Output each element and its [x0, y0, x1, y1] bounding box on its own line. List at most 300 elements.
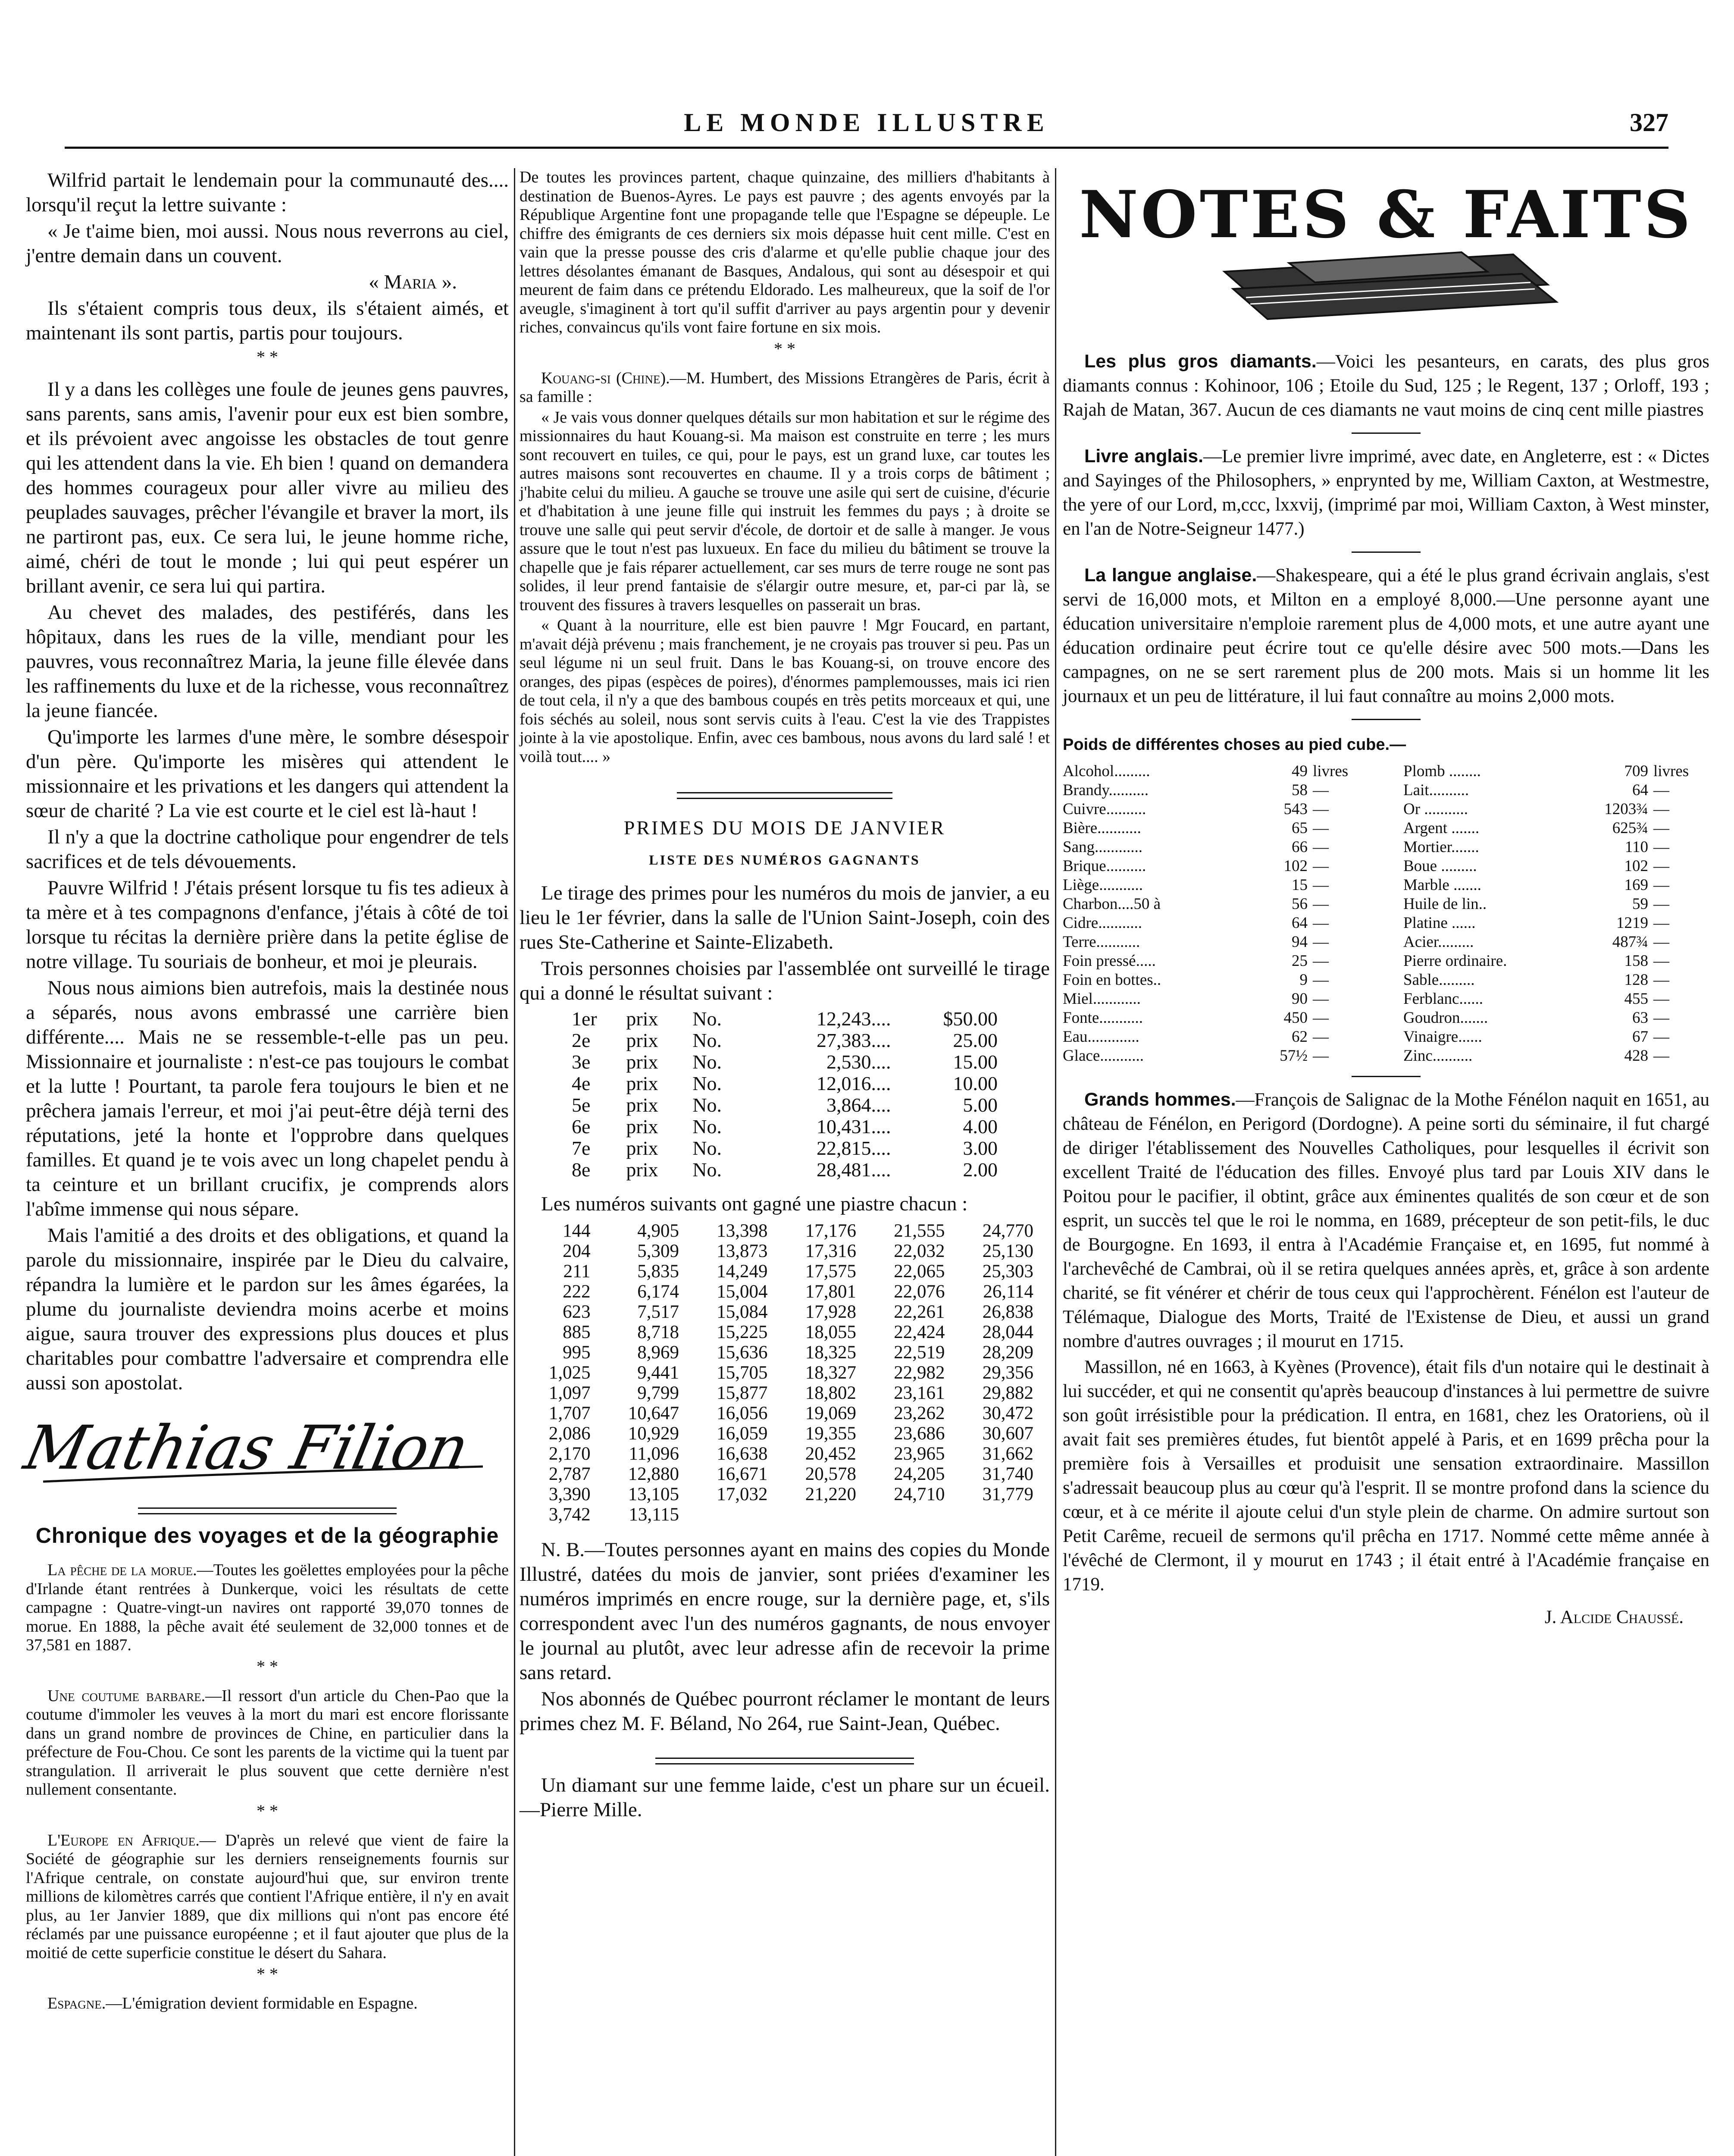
winning-number: 18,327 — [805, 1363, 857, 1383]
story-paragraph: Il y a dans les collèges une foule de jeunes gens pauvres, sans parents, sans amis, l'avenir pour eux est bien sombre, et ils prévoient avec angoisse les obstacles de tout genre qui les attendent dans la vie. Eh bien ! quand on demandera des hommes courageux pour aller vivre au milieu des peuplades sauvages, prêcher l'évangile et braver la mort, ils ne partiront pas, eux. Ce sera lui, le jeune homme riche, aimé, chéri de tout le monde ; lui qui peut espérer un brillant avenir, ce sera lui qui partira. — [26, 378, 509, 597]
weight-item-name: Marble ....... — [1403, 876, 1481, 894]
winning-number: 10,929 — [628, 1423, 679, 1444]
header-rule — [65, 147, 1668, 149]
winning-number: 16,671 — [717, 1464, 768, 1484]
winning-number: 2,787 — [548, 1464, 591, 1484]
winning-number: 995 — [563, 1342, 591, 1363]
story-paragraph: Pauvre Wilfrid ! J'étais présent lorsque tu fis tes adieux à ta mère et à tes compagnons d'enfance, j'étais à côté de toi lorsque tu récitas la dernière prière dans la petite église de notre village. Tu souriais de bonheur, et moi je pleurais. — [26, 877, 509, 973]
story-paragraph: Il n'y a que la doctrine catholique pour engendrer de tels sacrifices et de tels dévouements. — [26, 826, 509, 873]
page-number: 327 — [1630, 108, 1668, 137]
winning-number: 22,519 — [894, 1342, 945, 1363]
winning-number: 5,309 — [637, 1241, 679, 1261]
weight-row — [1063, 1047, 1369, 1065]
primes-paragraph: Nos abonnés de Québec pourront réclamer le montant de leurs primes chez M. F. Béland, No 264, rue Saint-Jean, Québec. — [520, 1688, 1050, 1735]
chronique-item: L'Europe en Afrique.— D'après un relevé que vient de faire la Société de géographie sur les derniers renseignements fournis sur l'Afrique centrale, on constate aujourd'hui que, sur environ trente millions de kilomètres carrés que contient l'Afrique entière, il n'y en avait plus, au 1er Janvier 1889, que dix millions qui n'ont pas encore été réclamés par une puissance européenne ; et il faut ajouter que plus de la moitié de cette superficie constitue le désert du Sahara. — [26, 1831, 509, 1962]
section-stars: * * — [257, 1656, 278, 1676]
page-header — [65, 108, 1668, 142]
winning-numbers-row — [520, 1322, 1037, 1342]
winning-number: 16,056 — [717, 1403, 768, 1423]
journal-title: LE MONDE ILLUSTRE — [684, 108, 1049, 137]
winning-number: 23,161 — [894, 1383, 945, 1403]
weights-title: Poids de différentes choses au pied cube.— — [1063, 736, 1406, 754]
notes-et-faits-logo — [1079, 172, 1693, 332]
winning-number: 26,838 — [982, 1302, 1033, 1322]
winning-numbers-row — [520, 1221, 1037, 1241]
weight-row — [1063, 819, 1369, 838]
weight-row — [1063, 1009, 1369, 1028]
section-stars: * * — [257, 347, 278, 367]
winning-number: 22,065 — [894, 1261, 945, 1282]
winning-numbers-row — [520, 1403, 1037, 1423]
weight-unit: — — [1653, 819, 1669, 837]
weight-unit: — — [1653, 800, 1669, 818]
chronique-item: La pêche de la morue.—Toutes les goëlettes employées pour la pêche d'Irlande étant rentrées à Dunkerque, voici les résultats de cette campagne : Quatre-vingt-un navires ont rapporté 39,070 tonnes de morue. En 1888, la pêche avait été seulement de 32,000 tonnes et de 37,581 en 1887. — [26, 1561, 509, 1654]
winning-number: 17,575 — [805, 1261, 857, 1282]
weight-row — [1403, 1028, 1709, 1047]
winning-numbers-row — [520, 1302, 1037, 1322]
note-divider — [1352, 552, 1421, 553]
weight-row — [1063, 762, 1369, 781]
note-divider — [1352, 432, 1421, 434]
winning-number: 23,262 — [894, 1403, 945, 1423]
winning-number: 8,718 — [637, 1322, 679, 1342]
weight-value: 102 — [1624, 857, 1648, 875]
weight-value: 110 — [1624, 838, 1648, 856]
winning-number: 11,096 — [629, 1444, 679, 1464]
weight-item-name: Fonte........... — [1063, 1009, 1143, 1027]
prize-row: 2e prix No. 27,383.... 25.00 — [572, 1029, 998, 1051]
weight-item-name: Cidre........... — [1063, 914, 1142, 932]
winning-number: 13,398 — [717, 1221, 768, 1241]
weight-row — [1403, 819, 1709, 838]
winning-number: 17,032 — [717, 1484, 768, 1504]
winning-number: 19,069 — [805, 1403, 857, 1423]
winning-number: 15,004 — [717, 1282, 768, 1302]
winning-number: 211 — [563, 1261, 591, 1282]
weight-item-name: Liège........... — [1063, 876, 1143, 894]
winning-numbers-row — [520, 1282, 1037, 1302]
weight-row — [1063, 1028, 1369, 1047]
winning-number: 17,176 — [805, 1221, 857, 1241]
prize-row: 4e prix No. 12,016.... 10.00 — [572, 1072, 998, 1094]
weight-value: 49 — [1292, 762, 1308, 780]
winning-number: 23,686 — [894, 1423, 945, 1444]
winning-number — [682, 1504, 771, 1525]
weight-unit: — — [1313, 1009, 1329, 1027]
weight-item-name: Acier......... — [1403, 933, 1474, 951]
weight-row — [1403, 1047, 1709, 1065]
chronique-title: Chronique des voyages et de la géographie — [35, 1523, 499, 1548]
winning-number: 2,170 — [548, 1444, 591, 1464]
winning-number: 18,055 — [805, 1322, 857, 1342]
weight-value: 90 — [1292, 990, 1308, 1008]
weight-value: 56 — [1292, 895, 1308, 913]
chronique-continued: De toutes les provinces partent, chaque quinzaine, des milliers d'habitants à destination de Buenos-Ayres. Le pays est pauvre ; des agents envoyés par la République Argentine font une propagande telle que l'Espagne se dépeuple. Le chiffre des émigrants de ces derniers six mois dépasse huit cent mille. C'est en vain que la presse pousse des cris d'alarme et qu'elle publie chaque jour des lettres désolantes émanant de Basques, Andalous, qui sont au désespoir et qui meurent de faim dans ce prétendu Eldorado. Les malheureux, que la soif de l'or aveugle, s'imaginent à tort qu'il suffit d'arriver au pays argentin pour y devenir riches, convaincus qu'ils vont faire fortune en six mois. — [520, 168, 1050, 336]
weight-item-name: Boue ......... — [1403, 857, 1477, 875]
weight-item-name: Glace........... — [1063, 1047, 1144, 1065]
svg-text:Mathias Filion: Mathias Filion — [19, 1413, 475, 1483]
weight-value: 455 — [1624, 990, 1648, 1008]
section-stars: * * — [257, 1964, 278, 1984]
weight-item-name: Eau............. — [1063, 1028, 1139, 1046]
weight-item-name: Terre........... — [1063, 933, 1140, 951]
weight-value: 25 — [1292, 952, 1308, 970]
weight-item-name: Platine ...... — [1403, 914, 1476, 932]
weight-item-name: Alcohol......... — [1063, 762, 1150, 780]
column-separator-2 — [1055, 168, 1056, 2156]
weight-unit: — — [1653, 895, 1669, 913]
weight-unit: — — [1653, 781, 1669, 799]
weight-row — [1403, 1009, 1709, 1028]
winning-numbers-row — [520, 1342, 1037, 1363]
weight-unit: — — [1653, 914, 1669, 932]
author-name: J. Alcide Chaussé. — [1544, 1607, 1684, 1627]
primes-subtitle: LISTE DES NUMÉROS GAGNANTS — [649, 852, 920, 868]
winning-number: 16,059 — [717, 1423, 768, 1444]
winning-number: 9,441 — [637, 1363, 679, 1383]
winning-number: 623 — [563, 1302, 591, 1322]
winning-number: 23,965 — [894, 1444, 945, 1464]
weight-row — [1063, 876, 1369, 895]
winning-number — [771, 1504, 860, 1525]
winning-number: 31,779 — [982, 1484, 1033, 1504]
column-2 — [520, 168, 1050, 2156]
weight-row — [1403, 990, 1709, 1009]
weight-row — [1403, 762, 1709, 781]
winning-numbers-row — [520, 1261, 1037, 1282]
weight-row — [1403, 857, 1709, 876]
winning-number: 15,877 — [717, 1383, 768, 1403]
weight-item-name: Ferblanc...... — [1403, 990, 1483, 1008]
weight-value: 1203¾ — [1604, 800, 1648, 818]
weight-value: 15 — [1292, 876, 1308, 894]
weight-value: 94 — [1292, 933, 1308, 951]
winning-number: 20,578 — [805, 1464, 857, 1484]
weight-value: 169 — [1624, 876, 1648, 894]
weight-unit: — — [1653, 933, 1669, 951]
weight-unit: livres — [1653, 762, 1689, 780]
weight-row — [1403, 914, 1709, 933]
weight-value: 709 — [1624, 762, 1648, 780]
winning-numbers-row — [520, 1444, 1037, 1464]
weight-unit: — — [1653, 838, 1669, 856]
winning-number: 9,799 — [637, 1383, 679, 1403]
prize-row: 7e prix No. 22,815.... 3.00 — [572, 1137, 998, 1159]
winning-number: 7,517 — [637, 1302, 679, 1322]
weight-unit: — — [1653, 857, 1669, 875]
weight-item-name: Zinc.......... — [1403, 1047, 1473, 1065]
winning-number: 222 — [563, 1282, 591, 1302]
winning-number: 25,303 — [982, 1261, 1033, 1282]
winning-number: 22,076 — [894, 1282, 945, 1302]
weight-item-name: Charbon....50 à — [1063, 895, 1161, 913]
weight-item-name: Vinaigre...... — [1403, 1028, 1482, 1046]
weight-item-name: Cuivre.......... — [1063, 800, 1146, 818]
note-item: La langue anglaise.—Shakespeare, qui a été le plus grand écrivain anglais, s'est servi de 16,000 mots, et Milton en a employé 8,000.—Une personne ayant une éducation universitaire n'emploie rarement plus de 4,000 mots, et une autre ayant une éducation ordinaire peut écrire tout ce qu'elle désire avec 500 mots.—Dans les campagnes, on ne se sert rarement plus de 200 mots. Mais si un homme lit les journaux et un peu de littérature, il lui faut connaître au moins 2,000 mots. — [1063, 565, 1709, 706]
section-stars: * * — [774, 338, 795, 358]
story-paragraph: Nous nous aimions bien autrefois, mais la destinée nous a séparés, nous avons embrassé une carrière bien différente.... Mais ne se ressemble-t-elle pas un peu. Missionnaire et journaliste : n'est-ce pas toujours le combat et la lutte ! Pourtant, ta parole fera toujours le bien et ne prêchera jamais l'erreur, et moi j'ai peut-être déjà terni des réputations, jeté la honte et l'opprobre dans quelques familles. Et quand je te vois avec un long chapelet pendu à ta ceinture et un brillant crucifix, je comprends alors l'abîme immense qui nous sépare. — [26, 977, 509, 1220]
winning-number: 15,705 — [717, 1363, 768, 1383]
weight-value: 64 — [1632, 781, 1648, 799]
primes-paragraph: Le tirage des primes pour les numéros du mois de janvier, a eu lieu le 1er février, dans la salle de l'Union Saint-Joseph, coin des rues Ste-Catherine et Sainte-Elizabeth. — [520, 882, 1050, 953]
weight-unit: livres — [1313, 762, 1349, 780]
weight-item-name: Goudron....... — [1403, 1009, 1488, 1027]
primes-paragraph: N. B.—Toutes personnes ayant en mains des copies du Monde Illustré, datées du mois de janvier, sont priées d'examiner les numéros imprimés en encre rouge, sur la dernière page, et, s'ils correspondent avec l'un des numéros gagnants, de nous envoyer le journal au plutôt, avec leur adresse afin de recevoir la prime sans retard. — [520, 1539, 1050, 1684]
weight-row — [1063, 914, 1369, 933]
weight-value: 543 — [1283, 800, 1308, 818]
winning-number: 28,044 — [982, 1322, 1033, 1342]
weight-unit: — — [1313, 819, 1329, 837]
weight-value: 428 — [1624, 1047, 1648, 1065]
letter-paragraph: « Je vais vous donner quelques détails sur mon habitation et sur le régime des missionnaires du haut Kouang-si. Ma maison est construite en terre ; les murs sont recouvert en tuiles, ce qui, pour le pays, est un grand luxe, car toutes les autres maisons sont recouvertes en chaume. Il y a trois corps de bâtiment ; j'habite celui du milieu. A gauche se trouve une asile qui sert de cuisine, d'écurie et d'habitation à une jeune fille qui instruit les femmes du pays ; à droite se trouve une salle qui peut servir d'école, de dortoir et de salle à manger. Je vous assure que le tout n'est pas luxueux. En face du milieu du bâtiment se trouve la chapelle que je fais réparer actuellement, car ses murs de terre rouge ne sont pas solides, il leur prend fantaisie de s'élargir outre mesure, et, par-ci par là, se trouvent des fissures à travers lesquelles on passerait un bras. — [520, 408, 1050, 614]
weight-unit: — — [1313, 952, 1329, 970]
weight-unit: — — [1313, 781, 1329, 799]
weight-value: 128 — [1624, 971, 1648, 989]
winning-numbers-row — [520, 1423, 1037, 1444]
column-3 — [1063, 168, 1709, 2156]
weight-value: 158 — [1624, 952, 1648, 970]
weight-unit: — — [1653, 1047, 1669, 1065]
weight-value: 57½ — [1280, 1047, 1308, 1065]
weight-item-name: Sable......... — [1403, 971, 1475, 989]
svg-text:NOTES & FAITS: NOTES & FAITS — [1079, 177, 1693, 253]
weights-column-right — [1403, 762, 1709, 1065]
winning-number: 1,097 — [548, 1383, 591, 1403]
weight-row — [1063, 800, 1369, 819]
column-1 — [19, 168, 509, 2156]
note-item: Massillon, né en 1663, à Kyènes (Provence), était fils d'un notaire qui le destinait à lui succéder, et qui ne consentit qu'après beaucoup d'instances à lui permettre de suivre son goût irrésistible pour la prédication. Il entra, en 1681, chez les Oratoriens, où il avait fait ses premières études, fut bientôt appelé à Paris, et en 1699 prêcha pour la première fois à Versailles et produisit une sensation extraordinaire. Massillon s'adressait beaucoup plus au cœur qu'à l'esprit. Il se montre profond dans la science du cœur, et à ce mérite il ajoute celui d'un style plein de charme. On admire surtout son Petit Carême, recueil de sermons qu'il prêcha en 1717. Nommé cette même année à l'évêché de Clermont, il y mourut en 1743 ; il était entré à l'Académie française en 1719. — [1063, 1357, 1709, 1595]
winning-number: 1,025 — [548, 1363, 591, 1383]
weight-unit: — — [1313, 876, 1329, 894]
weight-unit: — — [1653, 1028, 1669, 1046]
weight-unit: — — [1313, 933, 1329, 951]
weight-value: 63 — [1632, 1009, 1648, 1027]
winning-number: 24,205 — [894, 1464, 945, 1484]
weight-row — [1403, 838, 1709, 857]
winning-number: 22,261 — [894, 1302, 945, 1322]
story-paragraph: Qu'importe les larmes d'une mère, le sombre désespoir d'un père. Qu'importe les misères qui attendent le missionnaire et les privations et les dangers qui attendent la sœur de charité ? La vie est courte et le ciel est là-haut ! — [26, 726, 509, 822]
weight-row — [1403, 876, 1709, 895]
winning-number: 29,356 — [982, 1363, 1033, 1383]
weight-row — [1403, 933, 1709, 952]
winning-number: 31,662 — [982, 1444, 1033, 1464]
winning-number: 17,928 — [805, 1302, 857, 1322]
weight-row — [1063, 838, 1369, 857]
winning-number: 3,390 — [548, 1484, 591, 1504]
weight-value: 59 — [1632, 895, 1648, 913]
weight-unit: — — [1653, 990, 1669, 1008]
weight-unit: — — [1653, 1009, 1669, 1027]
winning-number: 1,707 — [548, 1403, 591, 1423]
prize-table — [569, 1008, 1000, 1181]
winning-number: 30,607 — [982, 1423, 1033, 1444]
winning-number: 3,742 — [548, 1504, 591, 1525]
winning-number: 13,105 — [628, 1484, 679, 1504]
weight-unit: — — [1313, 857, 1329, 875]
weight-row — [1063, 933, 1369, 952]
story-paragraph: Wilfrid partait le lendemain pour la communauté des.... lorsqu'il reçut la lettre suivante : — [26, 169, 509, 216]
weight-value: 1219 — [1616, 914, 1648, 932]
winning-number: 15,225 — [717, 1322, 768, 1342]
winning-number: 6,174 — [637, 1282, 679, 1302]
weight-value: 67 — [1632, 1028, 1648, 1046]
story-paragraph: « Je t'aime bien, moi aussi. Nous nous reverrons au ciel, j'entre demain dans un couvent. — [26, 220, 509, 267]
winning-number: 15,084 — [717, 1302, 768, 1322]
winning-number: 5,835 — [637, 1261, 679, 1282]
weight-unit: — — [1313, 1047, 1329, 1065]
weight-unit: — — [1313, 971, 1329, 989]
author-signature — [19, 1408, 500, 1495]
note-item: Les plus gros diamants.—Voici les pesanteurs, en carats, des plus gros diamants connus : Kohinoor, 106 ; Etoile du Sud, 125 ; le Regent, 137 ; Orloff, 193 ; Rajah de Matan, 367. Aucun de ces diamants ne vaut moins de cinq cent mille piastres — [1063, 351, 1710, 420]
weight-unit: — — [1313, 800, 1329, 818]
weight-item-name: Miel............ — [1063, 990, 1141, 1008]
winning-number: 26,114 — [983, 1282, 1033, 1302]
weights-table — [1063, 762, 1709, 1065]
winning-numbers-row — [520, 1504, 1037, 1525]
winning-number: 8,969 — [637, 1342, 679, 1363]
weight-unit: — — [1653, 876, 1669, 894]
weight-row — [1063, 990, 1369, 1009]
winning-number: 20,452 — [805, 1444, 857, 1464]
winning-number — [860, 1504, 948, 1525]
weight-row — [1063, 781, 1369, 800]
weight-row — [1403, 971, 1709, 990]
weight-value: 625¾ — [1612, 819, 1648, 837]
weight-value: 487¾ — [1612, 933, 1648, 951]
winning-number: 22,424 — [894, 1322, 945, 1342]
winning-number: 30,472 — [982, 1403, 1033, 1423]
section-divider — [677, 792, 892, 799]
weight-unit: — — [1313, 838, 1329, 856]
winning-number: 4,905 — [637, 1221, 679, 1241]
weight-value: 58 — [1292, 781, 1308, 799]
weight-unit: — — [1653, 952, 1669, 970]
letter-signature: « Maria ». — [369, 271, 457, 293]
weight-row — [1403, 800, 1709, 819]
winning-number: 25,130 — [982, 1241, 1033, 1261]
winning-number: 12,880 — [628, 1464, 679, 1484]
weight-item-name: Lait.......... — [1403, 781, 1469, 799]
column-separator-1 — [514, 168, 515, 2156]
chronique-item: Une coutume barbare.—Il ressort d'un article du Chen-Pao que la coutume d'immoler les veuves à la mort du mari est encore florissante dans un grand nombre de provinces de Chine, en particulier dans la préfecture de Fou-Chou. Ce sont les parents de la victime qui la tuent par strangulation. Il arriverait le plus souvent que cette dernière n'est nullement consentante. — [26, 1686, 509, 1799]
winning-number: 18,325 — [805, 1342, 857, 1363]
weight-item-name: Argent ....... — [1403, 819, 1480, 837]
note-item: Livre anglais.—Le premier livre imprimé, avec date, en Angleterre, est : « Dictes and Sayinges of the Philosophers, » enprynted by me, William Caxton, at Westmestre, the yere of our Lord, m,ccc, lxxvij, (imprimé par moi, William Caxton, à West minster, en l'an de Notre-Seigneur 1477.) — [1063, 446, 1709, 539]
prize-row: 5e prix No. 3,864.... 5.00 — [572, 1094, 998, 1116]
weight-value: 65 — [1292, 819, 1308, 837]
winning-number: 28,209 — [982, 1342, 1033, 1363]
closing-quote: Un diamant sur une femme laide, c'est un phare sur un écueil.—Pierre Mille. — [520, 1774, 1050, 1821]
winning-number: 18,802 — [805, 1383, 857, 1403]
weight-value: 450 — [1283, 1009, 1308, 1027]
primes-paragraph: Les numéros suivants ont gagné une piastre chacun : — [541, 1193, 968, 1215]
weight-value: 62 — [1292, 1028, 1308, 1046]
winning-number: 31,740 — [982, 1464, 1033, 1484]
winning-numbers-row — [520, 1363, 1037, 1383]
weight-item-name: Foin pressé..... — [1063, 952, 1156, 970]
winning-numbers-row — [520, 1464, 1037, 1484]
weight-unit: — — [1313, 895, 1329, 913]
weight-row — [1063, 857, 1369, 876]
weight-unit: — — [1313, 914, 1329, 932]
winning-number: 22,032 — [894, 1241, 945, 1261]
winning-number: 21,555 — [894, 1221, 945, 1241]
weight-value: 64 — [1292, 914, 1308, 932]
weight-row — [1063, 971, 1369, 990]
winning-number — [948, 1504, 1037, 1525]
story-paragraph: Au chevet des malades, des pestiférés, dans les hôpitaux, dans les rues de la ville, mendiant pour les pauvres, vous reconnaîtrez Maria, la jeune fille élevée dans les raffinements du luxe et de la richesse, vous reconnaîtrez la jeune fiancée. — [26, 601, 509, 722]
winning-numbers-row — [520, 1383, 1037, 1403]
winning-number: 14,249 — [717, 1261, 768, 1282]
prize-row: 1er prix No. 12,243.... $50.00 — [572, 1008, 998, 1030]
weight-item-name: Or ........... — [1403, 800, 1468, 818]
weight-value: 9 — [1299, 971, 1308, 989]
weight-row — [1063, 952, 1369, 971]
weight-item-name: Huile de lin.. — [1403, 895, 1487, 913]
weight-item-name: Brique.......... — [1063, 857, 1146, 875]
winning-number: 17,801 — [805, 1282, 857, 1302]
prize-row: 8e prix No. 28,481.... 2.00 — [572, 1159, 998, 1181]
weight-item-name: Brandy.......... — [1063, 781, 1149, 799]
winning-number: 13,115 — [629, 1504, 679, 1525]
winning-number: 13,873 — [717, 1241, 768, 1261]
winning-number: 19,355 — [805, 1423, 857, 1444]
primes-title: PRIMES DU MOIS DE JANVIER — [623, 817, 946, 839]
weight-row — [1403, 895, 1709, 914]
winning-number: 22,982 — [894, 1363, 945, 1383]
winning-number: 885 — [563, 1322, 591, 1342]
winning-number: 29,882 — [982, 1383, 1033, 1403]
winning-numbers-table — [520, 1221, 1037, 1525]
winning-number: 17,316 — [805, 1241, 857, 1261]
weight-item-name: Sang............ — [1063, 838, 1142, 856]
note-divider — [1352, 1076, 1421, 1077]
weight-item-name: Plomb ........ — [1403, 762, 1481, 780]
weight-item-name: Bière........... — [1063, 819, 1141, 837]
weight-unit: — — [1313, 990, 1329, 1008]
weights-column-left — [1063, 762, 1369, 1065]
winning-number: 15,636 — [717, 1342, 768, 1363]
winning-number: 24,710 — [894, 1484, 945, 1504]
primes-paragraph: Trois personnes choisies par l'assemblée ont surveillé le tirage qui a donné le résultat suivant : — [520, 957, 1050, 1004]
weight-item-name: Foin en bottes.. — [1063, 971, 1161, 989]
winning-number: 16,638 — [717, 1444, 768, 1464]
winning-number: 144 — [563, 1221, 591, 1241]
weight-row — [1403, 781, 1709, 800]
note-divider — [1352, 719, 1421, 720]
story-paragraph: Mais l'amitié a des droits et des obligations, et quand la parole du missionnaire, inspirée par le Dieu du calvaire, répandra la lumière et le pardon sur les âmes égarées, la plume du journaliste deviendra moins acerbe et moins aigue, saura trouver des expressions plus douces et plus charitables pour combattre l'adversaire et comprendra elle aussi son apostolat. — [26, 1224, 509, 1394]
section-stars: * * — [257, 1801, 278, 1821]
weight-row — [1403, 952, 1709, 971]
winning-numbers-row — [520, 1241, 1037, 1261]
weight-item-name: Pierre ordinaire. — [1403, 952, 1507, 970]
winning-number: 2,086 — [548, 1423, 591, 1444]
chronique-item: Espagne.—L'émigration devient formidable en Espagne. — [47, 1994, 418, 2012]
winning-number: 24,770 — [982, 1221, 1033, 1241]
winning-numbers-row — [520, 1484, 1037, 1504]
winning-number: 204 — [563, 1241, 591, 1261]
weight-value: 66 — [1292, 838, 1308, 856]
weight-value: 102 — [1283, 857, 1308, 875]
note-item: Grands hommes.—François de Salignac de la Mothe Fénélon naquit en 1651, au château de Fénélon, en Perigord (Dordogne). A peine sorti du séminaire, il fut chargé de diriger l'établissement des Nouvelles Catholiques, pour lesquelles il écrivit son excellent Traité de l'éducation des filles. Envoyé plus tard par Louis XIV dans le Poitou pour le pacifier, il obtint, grâce aux éminentes qualités de son cœur et de son esprit, un succès tel que le roi le nomma, en 1689, précepteur de son petit-fils, le duc de Bourgogne. En 1693, il entra à l'Académie Française et, en 1695, fut nommé à l'archevêché de Cambrai, où il se retira quelques années après, et, grâce à son ardente charité, se fit vénérer et chérir de tous ceux qui l'approchèrent. Fénélon est l'auteur de Télémaque, Dialogue des Morts, Traité de l'Existense de Dieu, et aussi un grand nombre d'autres ouvrages ; il mourut en 1715. — [1063, 1089, 1709, 1351]
prize-row: 3e prix No. 2,530.... 15.00 — [572, 1051, 998, 1073]
weight-item-name: Mortier....... — [1403, 838, 1479, 856]
weight-unit: — — [1313, 1028, 1329, 1046]
winning-number: 10,647 — [628, 1403, 679, 1423]
letter-paragraph: « Quant à la nourriture, elle est bien pauvre ! Mgr Foucard, en partant, m'avait déjà prévenu ; mais franchement, je ne croyais pas trouver si peu. Pas un seul légume ni un seul fruit. Dans le bas Kouang-si, on trouve encore des oranges, des pipas (espèces de poires), d'énormes pamplemousses, mais ici rien de tout cela, il n'y a que des bambous coupés en très petits morceaux et qui, une fois séchés au soleil, nous sont servis cuits à l'eau. C'est la vie des Trappistes jointe à la vie apostolique. Enfin, avec ces bambous, nous avons du lard salé ! et voilà tout.... » — [520, 616, 1050, 766]
weight-unit: — — [1653, 971, 1669, 989]
prize-row: 6e prix No. 10,431.... 4.00 — [572, 1116, 998, 1138]
